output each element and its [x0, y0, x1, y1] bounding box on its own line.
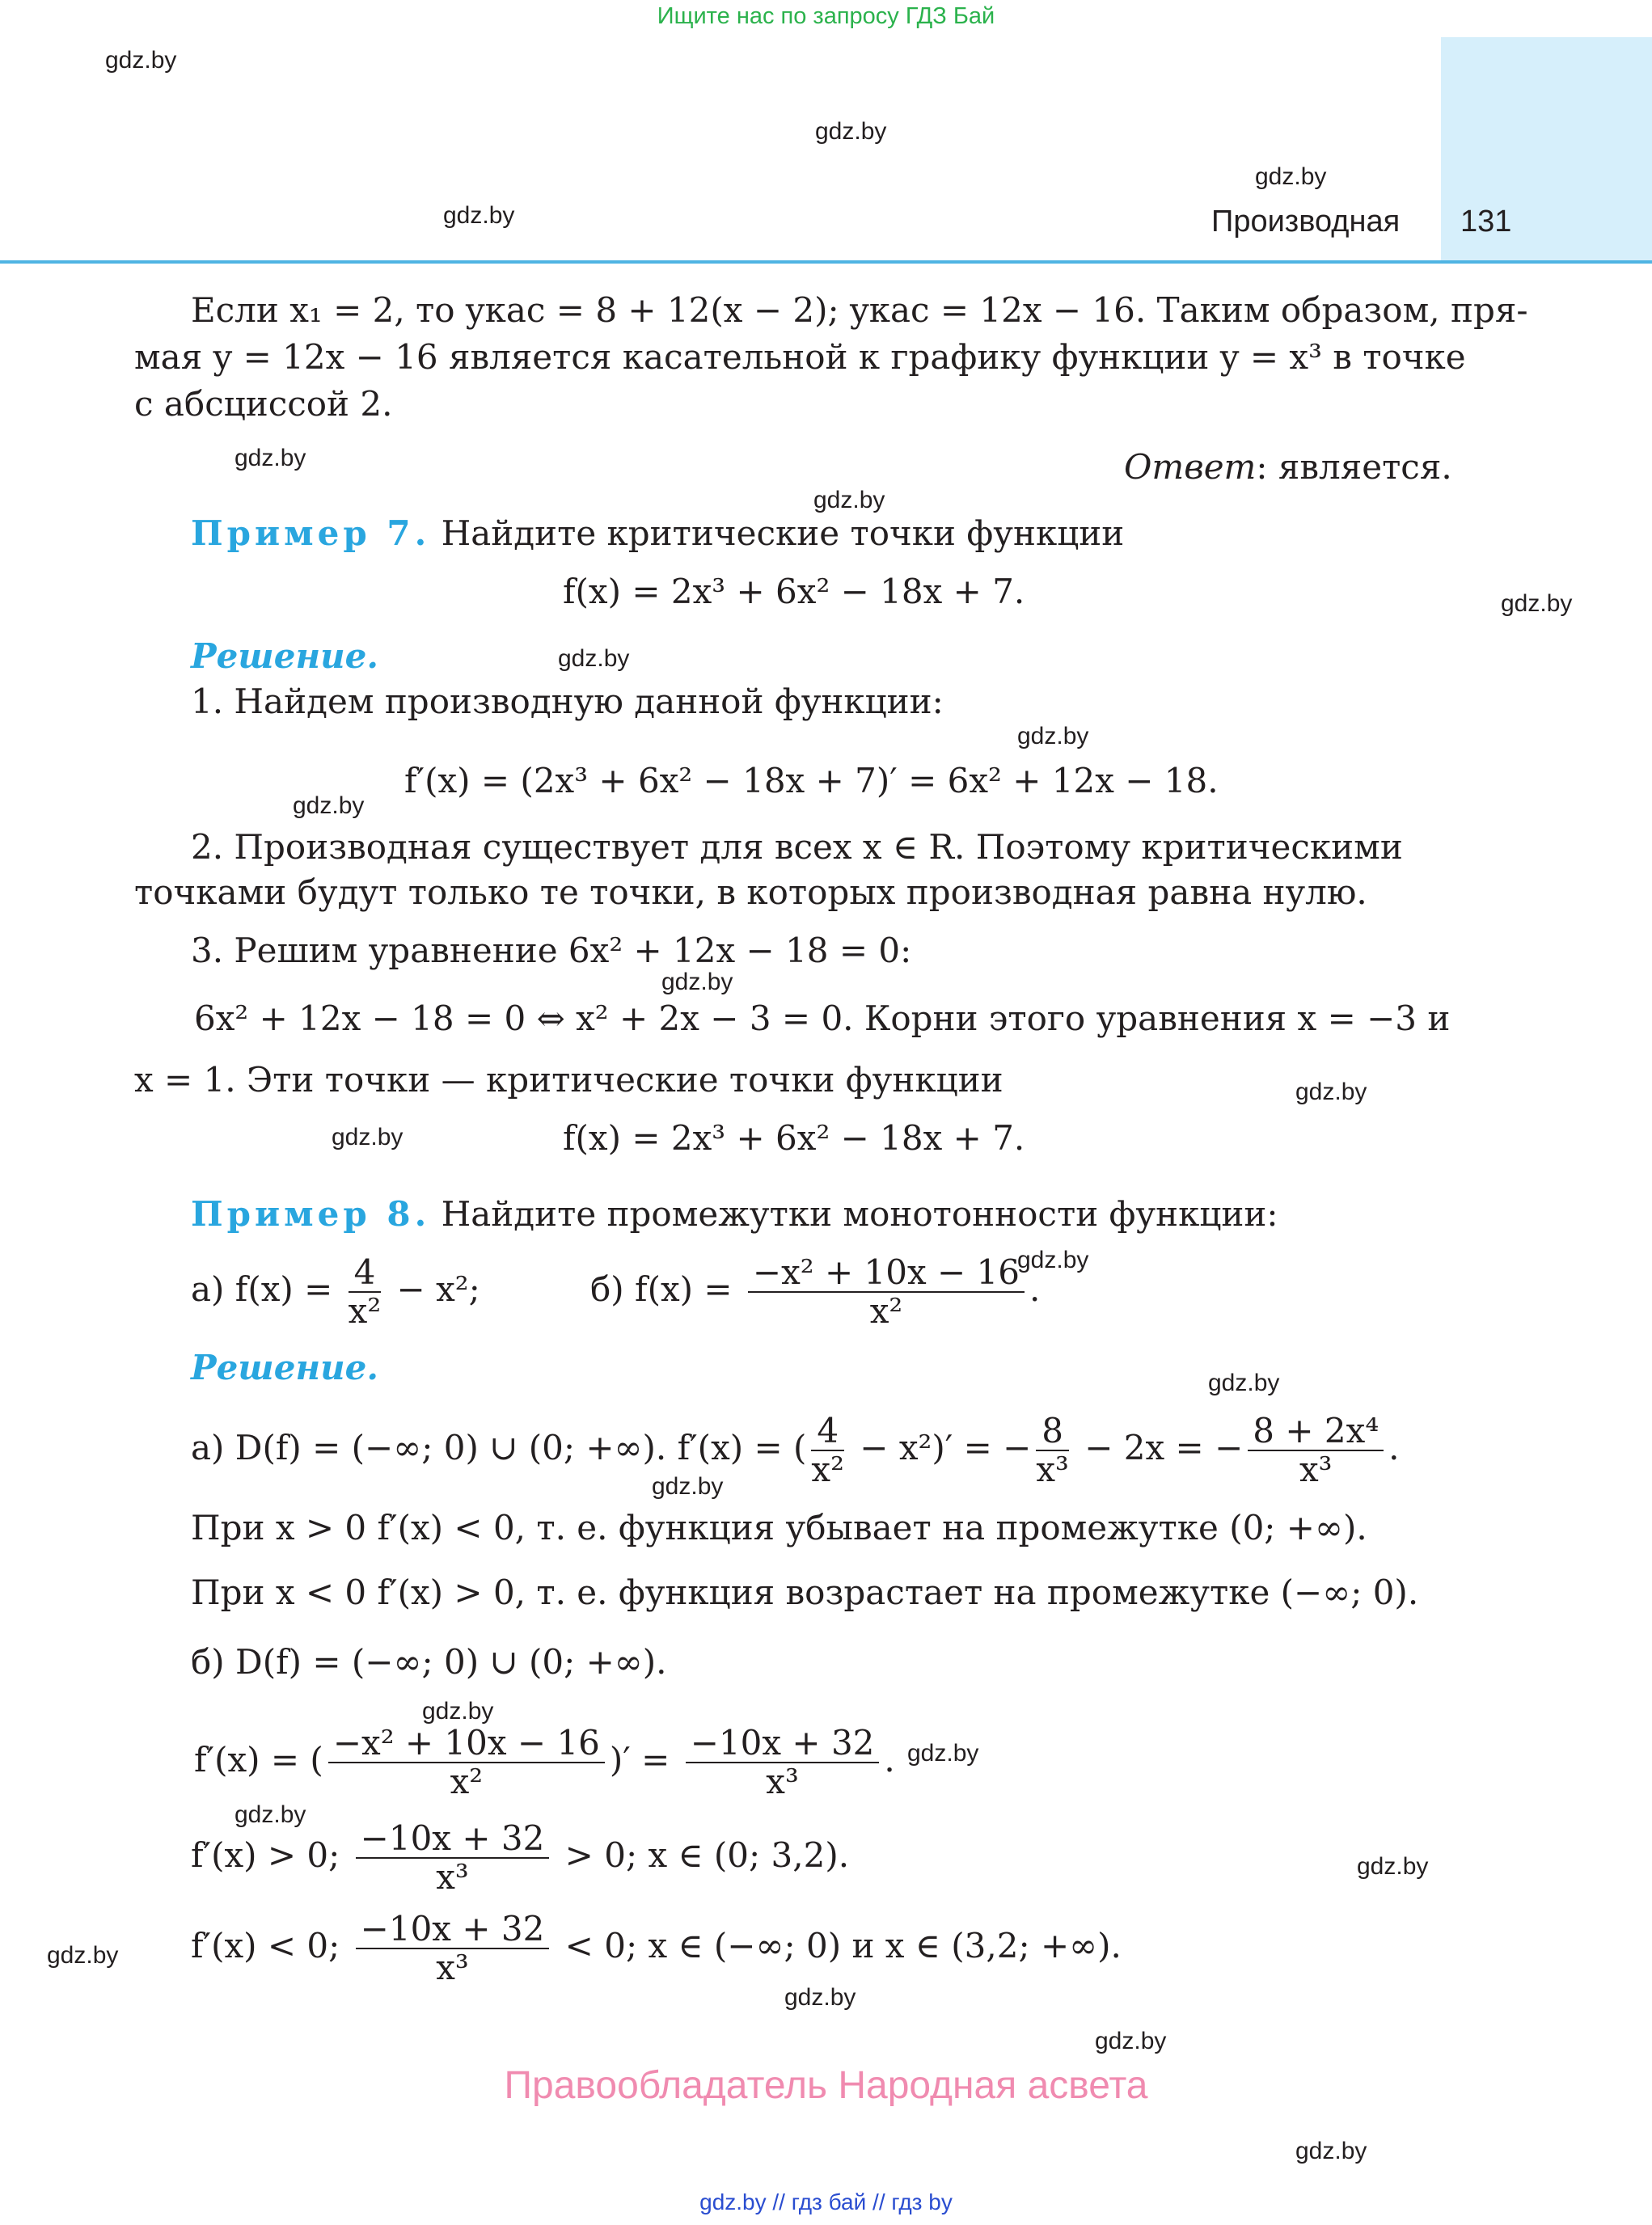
example-8-heading	[191, 1195, 1278, 1234]
page-number: 131	[1460, 205, 1512, 239]
answer-line	[1124, 448, 1452, 487]
watermark: gdz.by	[332, 1124, 403, 1150]
example-8-text: Найдите промежутки монотонности функции:	[430, 1194, 1278, 1234]
text-line: При x < 0 f′(x) > 0, т. е. функция возрастает на промежутке (−∞; 0).	[191, 1573, 1419, 1612]
watermark: gdz.by	[558, 645, 630, 672]
example-8a: а) f(x) = $\frac{4}{\text{x²}}$ − x²;	[191, 1252, 480, 1331]
example-7-text: Найдите критические точки функции	[430, 513, 1125, 553]
text-line: точками будут только те точки, в которых производная равна нулю.	[134, 872, 1367, 912]
formula: f(x) = 2x³ + 6x² − 18x + 7.	[563, 572, 1025, 611]
watermark: gdz.by	[813, 487, 885, 513]
solution-b-derivative: f′(x) = ( $\frac{\text{−x² + 10x − 16}}{\text{x²}}$ )′ = $\frac{-10x + 32}{\text{x³}}$ .	[194, 1723, 895, 1801]
copyright-notice: Правообладатель Народная асвета	[504, 2064, 1148, 2107]
text-line: 3. Решим уравнение 6x² + 12x − 18 = 0:	[191, 931, 912, 970]
formula: f(x) = 2x³ + 6x² − 18x + 7.	[563, 1118, 1025, 1158]
example-8-label: Пример 8.	[191, 1194, 431, 1234]
text-line: x = 1. Эти точки — критические точки функции	[134, 1060, 1003, 1100]
watermark: gdz.by	[422, 1698, 494, 1725]
running-title: Производная	[1211, 205, 1401, 239]
footer-links: gdz.by // гдз бай // гдз by	[699, 2189, 953, 2214]
text-line: 2. Производная существует для всех x ∈ R. Поэтому критическими	[191, 827, 1403, 867]
solution-label: Решение.	[191, 636, 378, 676]
text-line: При x > 0 f′(x) < 0, т. е. функция убывает на промежутке (0; +∞).	[191, 1508, 1367, 1547]
solution-label: Решение.	[191, 1348, 378, 1387]
header-rule	[0, 260, 1652, 264]
watermark: gdz.by	[234, 445, 306, 471]
example-7-label: Пример 7.	[191, 513, 431, 553]
solution-a-line: а) D(f) = (−∞; 0) ∪ (0; +∞). f′(x) = ( $\frac{4}{\text{x²}}$ − x²)′ = − $\frac{8}{\text{x³}}$ − 2x = − $\frac{\text{8 + 2x⁴}}{\text{x³}}$ .	[191, 1411, 1400, 1489]
text-line: б) D(f) = (−∞; 0) ∪ (0; +∞).	[191, 1642, 667, 1682]
watermark: gdz.by	[1095, 2028, 1167, 2054]
text-line: 1. Найдем производную данной функции:	[191, 682, 944, 721]
answer-text: : является.	[1256, 447, 1452, 487]
watermark: gdz.by	[234, 1801, 306, 1828]
watermark: gdz.by	[105, 47, 177, 74]
top-banner: Ищите нас по запросу ГДЗ Бай	[657, 3, 995, 29]
watermark: gdz.by	[652, 1473, 724, 1500]
watermark: gdz.by	[1017, 1247, 1089, 1273]
watermark: gdz.by	[443, 202, 515, 229]
watermark: gdz.by	[1295, 1079, 1367, 1105]
example-7-heading	[191, 514, 1124, 553]
example-8b: б) f(x) = $\frac{\text{−x² + 10x − 16}}{\text{x²}}$ .	[590, 1252, 1041, 1331]
watermark: gdz.by	[1208, 1370, 1280, 1396]
watermark: gdz.by	[1295, 2138, 1367, 2164]
watermark: gdz.by	[293, 792, 365, 819]
watermark: gdz.by	[1501, 590, 1573, 617]
solution-b-negative: f′(x) < 0; $\frac{-10x + 32}{\text{x³}}$ < 0; x ∈ (−∞; 0) и x ∈ (3,2; +∞).	[191, 1909, 1122, 1987]
text-line: с абсциссой 2.	[134, 384, 393, 424]
text-line: мая y = 12x − 16 является касательной к графику функции y = x³ в точке	[134, 337, 1466, 377]
watermark: gdz.by	[661, 969, 733, 995]
watermark: gdz.by	[47, 1942, 119, 1969]
watermark: gdz.by	[1255, 163, 1327, 190]
watermark: gdz.by	[907, 1740, 979, 1767]
watermark: gdz.by	[815, 118, 887, 145]
text-line: Если x₁ = 2, то yкас = 8 + 12(x − 2); yкас = 12x − 16. Таким образом, пря-	[191, 290, 1528, 330]
watermark: gdz.by	[1357, 1853, 1429, 1880]
watermark: gdz.by	[1017, 723, 1089, 749]
solution-b-positive: f′(x) > 0; $\frac{-10x + 32}{\text{x³}}$ > 0; x ∈ (0; 3,2).	[191, 1818, 850, 1897]
formula: f′(x) = (2x³ + 6x² − 18x + 7)′ = 6x² + 12x − 18.	[404, 761, 1219, 800]
answer-label: Ответ	[1124, 447, 1257, 487]
watermark: gdz.by	[784, 1984, 856, 2011]
text-line: 6x² + 12x − 18 = 0 ⇔ x² + 2x − 3 = 0. Корни этого уравнения x = −3 и	[194, 999, 1451, 1038]
